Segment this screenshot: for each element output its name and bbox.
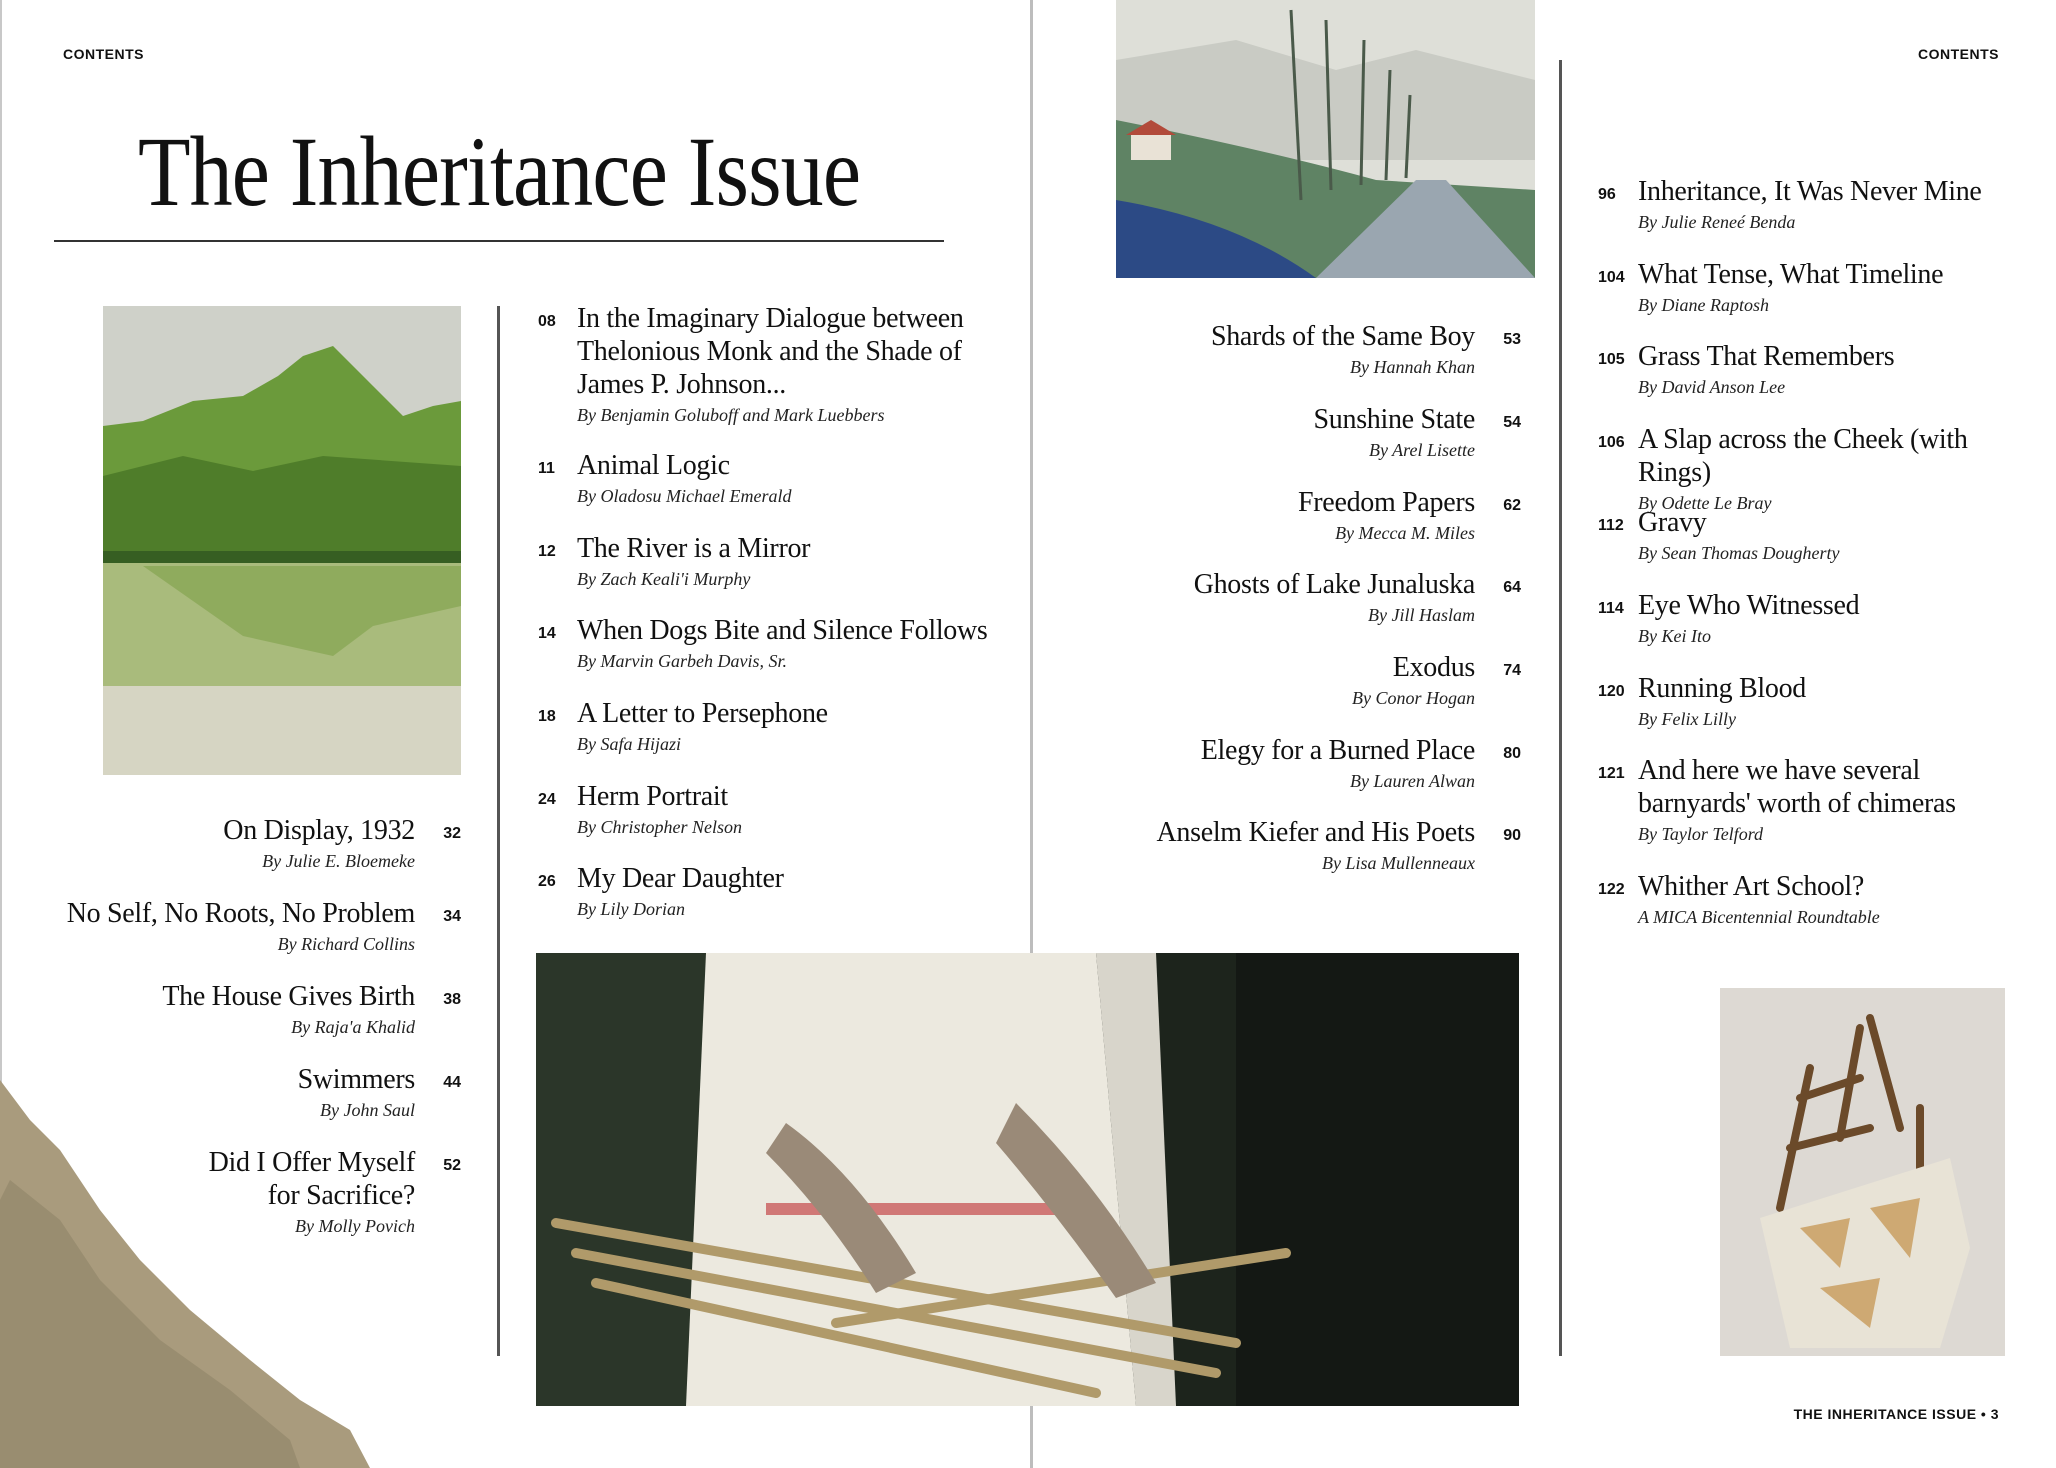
toc-byline: By Felix Lilly: [1638, 709, 1736, 729]
toc-byline: By Mecca M. Miles: [1335, 523, 1475, 543]
toc-byline: By Odette Le Bray: [1638, 493, 1772, 513]
toc-page-number: 54: [1503, 414, 1521, 431]
toc-title: Elegy for a Burned Place: [1200, 735, 1475, 766]
toc-byline: By Christopher Nelson: [577, 817, 742, 837]
mountain-landscape-image: [103, 306, 461, 775]
toc-byline: By Richard Collins: [277, 934, 415, 954]
page-title: The Inheritance Issue: [138, 116, 861, 227]
toc-title: Freedom Papers: [1298, 487, 1475, 518]
toc-page-number: 105: [1598, 351, 1625, 368]
toc-page-number: 122: [1598, 881, 1625, 898]
toc-byline: By Molly Povich: [295, 1216, 415, 1236]
chair-sculpture-photo: [1720, 988, 2005, 1356]
toc-page-number: 14: [538, 625, 556, 642]
toc-title: My Dear Daughter: [577, 863, 784, 894]
toc-title: Sunshine State: [1313, 404, 1475, 435]
toc-page-number: 18: [538, 708, 556, 725]
toc-title: No Self, No Roots, No Problem: [66, 898, 415, 929]
palm-road-painting: [1116, 0, 1535, 278]
toc-byline: By Jill Haslam: [1368, 605, 1475, 625]
toc-title: Eye Who Witnessed: [1638, 590, 1860, 621]
toc-page-number: 114: [1598, 600, 1624, 617]
toc-title: Running Blood: [1638, 673, 1807, 704]
toc-page-number: 106: [1598, 434, 1625, 451]
toc-page-number: 90: [1503, 827, 1521, 844]
toc-byline: By Benjamin Goluboff and Mark Luebbers: [577, 405, 885, 425]
toc-page-number: 32: [443, 825, 461, 842]
toc-page-number: 121: [1598, 765, 1625, 782]
toc-title: Grass That Remembers: [1638, 341, 1895, 372]
toc-page-number: 96: [1598, 186, 1616, 203]
toc-byline: By Kei Ito: [1638, 626, 1711, 646]
toc-page-number: 52: [443, 1157, 461, 1174]
toc-title: Inheritance, It Was Never Mine: [1638, 176, 1982, 207]
toc-title: Anselm Kiefer and His Poets: [1156, 817, 1475, 848]
toc-title: In the Imaginary Dialogue between Thelonious Monk and the Shade of James P. Johnson...: [577, 303, 964, 400]
folio-right: THE INHERITANCE ISSUE • 3: [1793, 1406, 1999, 1422]
toc-title: Swimmers: [297, 1064, 415, 1095]
toc-page-number: 104: [1598, 269, 1625, 286]
toc-title: Whither Art School?: [1638, 871, 1865, 902]
toc-title: Did I Offer Myself for Sacrifice?: [208, 1147, 415, 1211]
toc-page-number: 11: [538, 460, 555, 477]
running-head-left: CONTENTS: [63, 46, 144, 62]
toc-page-number: 62: [1503, 497, 1521, 514]
toc-byline: By Lauren Alwan: [1350, 771, 1475, 791]
toc-byline: By Sean Thomas Dougherty: [1638, 543, 1840, 563]
toc-title: Herm Portrait: [577, 781, 728, 812]
toc-page-number: 64: [1503, 579, 1521, 596]
toc-page-number: 80: [1503, 745, 1521, 762]
toc-title: What Tense, What Timeline: [1638, 259, 1944, 290]
toc-title: A Letter to Persephone: [577, 698, 828, 729]
toc-page-number: 12: [538, 543, 556, 560]
title-rule: [54, 240, 944, 242]
toc-page-number: 24: [538, 791, 556, 808]
toc-byline: By Taylor Telford: [1638, 824, 1764, 844]
toc-title: And here we have several barnyards' worth of chimeras: [1638, 755, 1956, 819]
toc-byline: By Hannah Khan: [1350, 357, 1475, 377]
toc-byline: By Julie Reneé Benda: [1638, 212, 1796, 232]
toc-title: Gravy: [1638, 507, 1707, 538]
toc-byline: By Marvin Garbeh Davis, Sr.: [577, 651, 787, 671]
toc-page-number: 26: [538, 873, 556, 890]
hands-holding-sticks-photo: [536, 953, 1519, 1406]
toc-title: The House Gives Birth: [162, 981, 415, 1012]
toc-page-number: 53: [1503, 331, 1521, 348]
toc-byline: By John Saul: [320, 1100, 415, 1120]
toc-title: The River is a Mirror: [577, 533, 811, 564]
toc-byline: By Lily Dorian: [577, 899, 685, 919]
toc-title: Ghosts of Lake Junaluska: [1193, 569, 1475, 600]
column-rule-left: [497, 306, 500, 1356]
toc-byline: By Lisa Mullenneaux: [1322, 853, 1475, 873]
toc-page-number: 44: [443, 1074, 461, 1091]
toc-byline: By Arel Lisette: [1369, 440, 1475, 460]
toc-title: On Display, 1932: [223, 815, 415, 846]
toc-byline: By Raja'a Khalid: [291, 1017, 415, 1037]
toc-byline: By Diane Raptosh: [1638, 295, 1769, 315]
toc-byline: By David Anson Lee: [1638, 377, 1786, 397]
toc-page-number: 120: [1598, 683, 1625, 700]
toc-title: Exodus: [1392, 652, 1475, 683]
toc-byline: By Zach Keali'i Murphy: [577, 569, 751, 589]
toc-title: Shards of the Same Boy: [1210, 321, 1475, 352]
toc-byline: By Safa Hijazi: [577, 734, 681, 754]
toc-byline: By Conor Hogan: [1352, 688, 1475, 708]
toc-page-number: 38: [443, 991, 461, 1008]
toc-title: When Dogs Bite and Silence Follows: [577, 615, 988, 646]
column-rule-right: [1559, 60, 1562, 1356]
running-head-right: CONTENTS: [1918, 46, 1999, 62]
toc-page-number: 112: [1598, 517, 1624, 534]
toc-byline: By Julie E. Bloemeke: [262, 851, 415, 871]
toc-page-number: 74: [1503, 662, 1521, 679]
toc-byline: A MICA Bicentennial Roundtable: [1638, 907, 1880, 927]
toc-byline: By Oladosu Michael Emerald: [577, 486, 792, 506]
toc-page-number: 08: [538, 313, 556, 330]
toc-title: Animal Logic: [577, 450, 730, 481]
toc-page-number: 34: [443, 908, 461, 925]
toc-title: A Slap across the Cheek (with Rings): [1638, 424, 1968, 488]
